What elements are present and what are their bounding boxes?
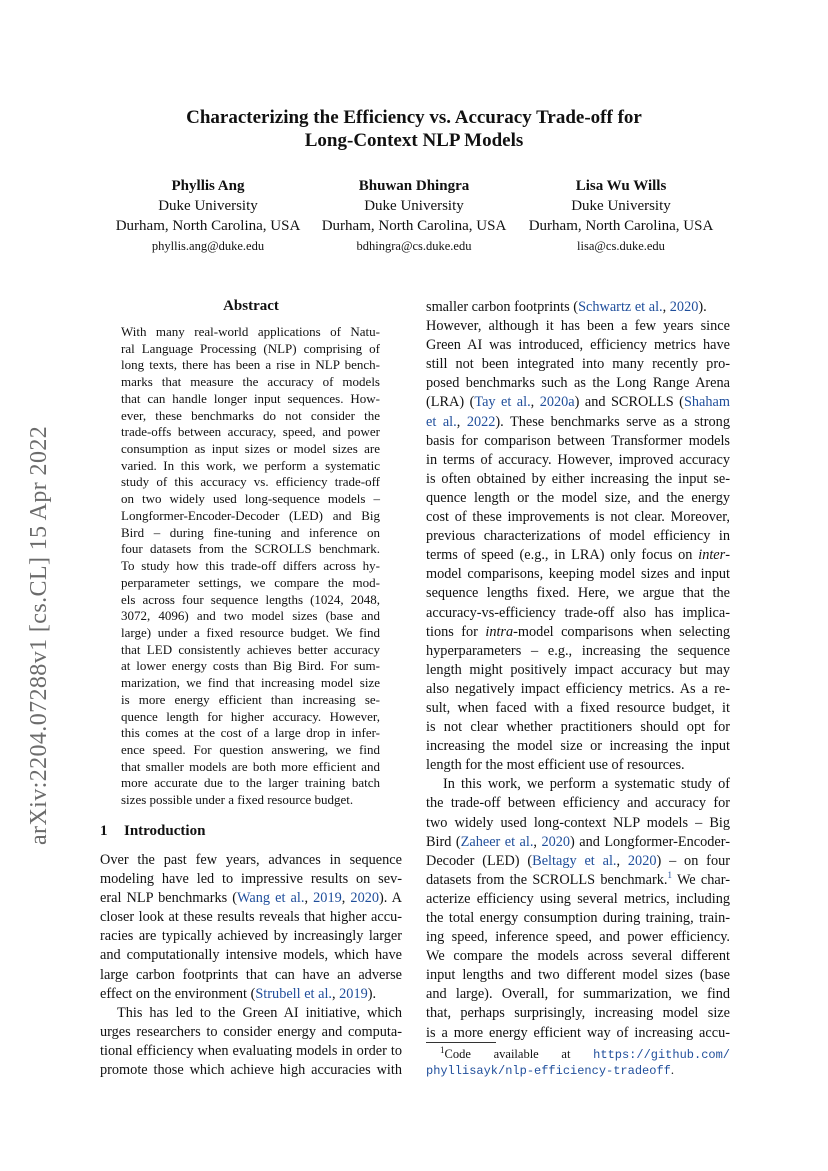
arxiv-identifier[interactable]: arXiv:2204.07288v1 [cs.CL] 15 Apr 2022	[26, 425, 52, 845]
citation-link[interactable]: 2020	[669, 299, 699, 315]
text-line: et al., 2022). These benchmarks serve as a strong	[426, 413, 730, 430]
footnote-line: $^1$Code available at https://github.com/	[440, 1044, 730, 1062]
citation-link[interactable]: Shaham	[683, 394, 730, 411]
emphasis-text: inter	[698, 547, 726, 564]
text-line: racies are typically achieved by increasingly larger	[100, 928, 402, 945]
text-line: tional efficiency when evaluating models in order to	[100, 1042, 402, 1059]
abstract-line: To study how this trade-off differs across hy-	[121, 558, 380, 574]
abstract-line: sizes possible under a fixed resource budget.	[121, 792, 354, 808]
footnote	[426, 1046, 730, 1078]
abstract-line: ever, these benchmarks do not consider the	[121, 407, 380, 423]
citation-link[interactable]: 2019	[313, 890, 342, 907]
text-line: smaller carbon footprints (Schwartz et al., 2020).	[426, 299, 707, 315]
abstract-line: marization, we find that increasing model size	[121, 675, 380, 691]
text-line: length might positively impact accuracy but may	[426, 661, 730, 678]
abstract-line: With many real-world applications of Natu-	[121, 324, 380, 339]
abstract-line: study of this accuracy vs. efficiency trade-off	[121, 474, 380, 490]
text-line: ing speed, inference speed, and power efficiency.	[426, 929, 730, 946]
citation-link[interactable]: et al.	[426, 413, 457, 430]
section-title: Introduction	[124, 823, 206, 839]
text-line: tions for intra-model comparisons when selecting	[426, 623, 730, 640]
abstract-line: marks that measure the accuracy of models	[121, 374, 380, 390]
abstract-heading: Abstract	[223, 298, 279, 314]
text-line: Bird (Zaheer et al., 2020) and Longformer-Encoder-	[426, 833, 730, 850]
author-email[interactable]: lisa@cs.duke.edu	[577, 239, 665, 253]
author-affiliation: Duke University	[364, 198, 464, 214]
paper-title	[0, 106, 828, 152]
abstract-line: four datasets from the SCROLLS benchmark.	[121, 541, 380, 557]
text-line: In this work, we perform a systematic study of	[443, 776, 730, 793]
citation-link[interactable]: 2020	[350, 890, 380, 907]
abstract-body	[121, 324, 380, 809]
abstract-line: is more energy efficient than increasing se-	[121, 691, 380, 707]
abstract-line: on two widely used long-sequence models –	[121, 491, 380, 507]
abstract-line: large) under a fixed resource budget. We find	[121, 624, 380, 640]
text-line: is not clear whether practitioners should opt for	[426, 719, 730, 736]
text-line: effect on the environment (Strubell et al., 2019).	[100, 985, 377, 1002]
text-line: basis for comparison between Transformer models	[426, 432, 730, 449]
text-line: that, perhaps surprisingly, increasing model size	[426, 1005, 730, 1022]
abstract-line: long texts, there has been a rise in NLP bench-	[121, 357, 380, 373]
text-line: urges researchers to consider energy and computa-	[100, 1023, 402, 1040]
text-line: eral NLP benchmarks (Wang et al., 2019, 2020). A	[100, 890, 402, 907]
abstract-line: perparameter settings, we compare the mod-	[121, 574, 380, 590]
abstract-line: 3072, 4096) and two model sizes (base and	[121, 608, 380, 624]
text-line: in terms of accuracy. However, improved accuracy	[426, 451, 730, 468]
footnote-url[interactable]: phyllisayk/nlp-efficiency-tradeoff	[426, 1064, 671, 1078]
abstract-line: that smaller models are both more efficient and	[121, 758, 380, 774]
citation-link[interactable]: 2019	[339, 985, 368, 1002]
text-line: terms of speed (e.g., in LRA) only focus on inter-	[426, 547, 730, 564]
author-block-2	[314, 176, 514, 256]
text-line: sequence lengths fixed. Here, we argue that the	[426, 585, 730, 602]
citation-link[interactable]: Zaheer et al.	[460, 833, 534, 850]
author-affiliation: Duke University	[571, 198, 671, 214]
text-line: acterize efficiency using several metrics, including	[426, 890, 730, 907]
abstract-line: consumption as input sizes or model sizes are	[121, 441, 380, 457]
title-line-2: Long-Context NLP Models	[304, 130, 524, 151]
text-line: length for the most efficient use of resources.	[426, 757, 685, 774]
section-heading-introduction	[100, 821, 205, 841]
footnote-number: 1	[440, 1044, 445, 1055]
footnote-marker[interactable]: 1	[667, 870, 672, 881]
text-line: posed benchmarks such as the Long Range Arena	[426, 375, 730, 392]
abstract-line: this comes at the cost of a large drop in infer-	[121, 725, 380, 741]
text-line: quence length or the model size, and the energy	[426, 489, 730, 506]
citation-link[interactable]: Schwartz et al.	[578, 299, 663, 315]
text-line: This has led to the Green AI initiative, which	[117, 1004, 402, 1021]
text-line: still not been integrated into many recently pro-	[426, 356, 730, 373]
citation-link[interactable]: Tay et al.	[474, 394, 531, 411]
author-location: Durham, North Carolina, USA	[528, 218, 714, 234]
text-line: Decoder (LED) (Beltagy et al., 2020) – on four	[426, 852, 731, 869]
text-line: hyperparameters – e.g., increasing the sequence	[426, 642, 730, 659]
abstract-line: quence length for higher accuracy. However,	[121, 708, 380, 724]
abstract-line: that LED consistently achieves better accuracy	[121, 641, 380, 657]
abstract-line: Longformer-Encoder-Decoder (LED) and Big	[121, 507, 380, 523]
emphasis-text: intra	[485, 623, 514, 640]
citation-link[interactable]: Wang et al.	[237, 890, 305, 907]
author-name: Bhuwan Dhingra	[358, 178, 470, 194]
abstract-line: that can handle longer input sequences. How-	[121, 390, 380, 406]
text-line: modeling have led to impressive results on sev-	[100, 871, 402, 888]
abstract-line: els across four sequence lengths (1024, 2048,	[121, 591, 380, 607]
text-line: is often obtained by either increasing the input se-	[426, 470, 730, 487]
abstract-line: ence speed. For question answering, we find	[121, 741, 380, 757]
author-affiliation: Duke University	[158, 198, 258, 214]
citation-link[interactable]: 2020	[541, 833, 571, 850]
citation-link[interactable]: 2020a	[539, 394, 575, 411]
author-email[interactable]: bdhingra@cs.duke.edu	[356, 239, 472, 253]
text-line: promote those which achieve high accuracies with	[100, 1062, 402, 1079]
footnote-line: phyllisayk/nlp-efficiency-tradeoff.	[426, 1063, 674, 1078]
text-line: and computationally intensive models, which have	[100, 947, 402, 964]
citation-link[interactable]: 2020	[627, 852, 657, 869]
abstract-line: trade-offs between accuracy, speed, and power	[121, 424, 380, 440]
text-line: model comparisons, keeping model sizes and input	[426, 566, 730, 583]
citation-link[interactable]: Beltagy et al.	[532, 852, 617, 869]
citation-link[interactable]: 2022	[466, 413, 496, 430]
text-line: We compare the models across several different	[426, 948, 730, 965]
text-line: previous characterizations of model efficiency in	[426, 528, 730, 545]
text-line: However, although it has been a few years since	[426, 318, 730, 335]
abstract-line: at lower energy costs than Big Bird. For sum-	[121, 658, 380, 674]
author-name: Lisa Wu Wills	[575, 178, 667, 194]
text-line: sult, when faced with a fixed resource budget, it	[426, 699, 730, 716]
text-line: is a more energy efficient way of increasing accu-	[426, 1024, 730, 1041]
citation-link[interactable]: Strubell et al.	[255, 985, 332, 1002]
text-line: Over the past few years, advances in sequence	[100, 852, 402, 868]
text-line: also negatively impact efficiency metrics. As a re-	[426, 680, 730, 697]
title-line-1: Characterizing the Efficiency vs. Accuracy Trade-off for	[186, 107, 642, 128]
author-location: Durham, North Carolina, USA	[321, 218, 507, 234]
text-line: two widely used long-context NLP models – Big	[426, 814, 730, 831]
author-block-3	[521, 176, 721, 256]
abstract-line: varied. In this work, we perform a systematic	[121, 457, 380, 473]
abstract-line: more accurate due to the larger training batch	[121, 775, 380, 791]
text-line: the total energy consumption during training, train-	[426, 910, 730, 926]
text-line: accuracy-vs-efficiency trade-off also has implica-	[426, 604, 730, 621]
section-number: 1	[100, 823, 108, 839]
abstract-line: Bird – during fine-tuning and inference on	[121, 524, 380, 540]
text-line: input lengths and two different model sizes (base	[426, 967, 730, 984]
text-line: the trade-off between efficiency and accuracy for	[426, 795, 730, 812]
text-line: datasets from the SCROLLS benchmark.$^1$ We char-	[426, 870, 730, 888]
text-line: Green AI was introduced, efficiency metrics have	[426, 337, 730, 354]
introduction-left-column	[100, 851, 402, 1080]
text-line: large carbon footprints that can have an adverse	[100, 966, 402, 983]
text-line: and large). Overall, for summarization, we find	[426, 986, 730, 1003]
text-line: increasing the model size or increasing the input	[426, 738, 730, 755]
right-column	[426, 298, 730, 1043]
footnote-url[interactable]: https://github.com/	[593, 1048, 730, 1062]
author-name: Phyllis Ang	[171, 178, 245, 194]
footnote-divider	[426, 1042, 496, 1043]
author-block-1	[108, 176, 308, 256]
author-location: Durham, North Carolina, USA	[115, 218, 301, 234]
text-line: closer look at these results reveals that higher accu-	[100, 909, 402, 926]
author-email[interactable]: phyllis.ang@duke.edu	[151, 239, 265, 253]
text-line: (LRA) (Tay et al., 2020a) and SCROLLS (Shaham	[426, 394, 730, 411]
abstract-line: ral Language Processing (NLP) comprising of	[121, 340, 380, 356]
text-line: cost of these improvements is not clear. Moreover,	[426, 509, 730, 526]
